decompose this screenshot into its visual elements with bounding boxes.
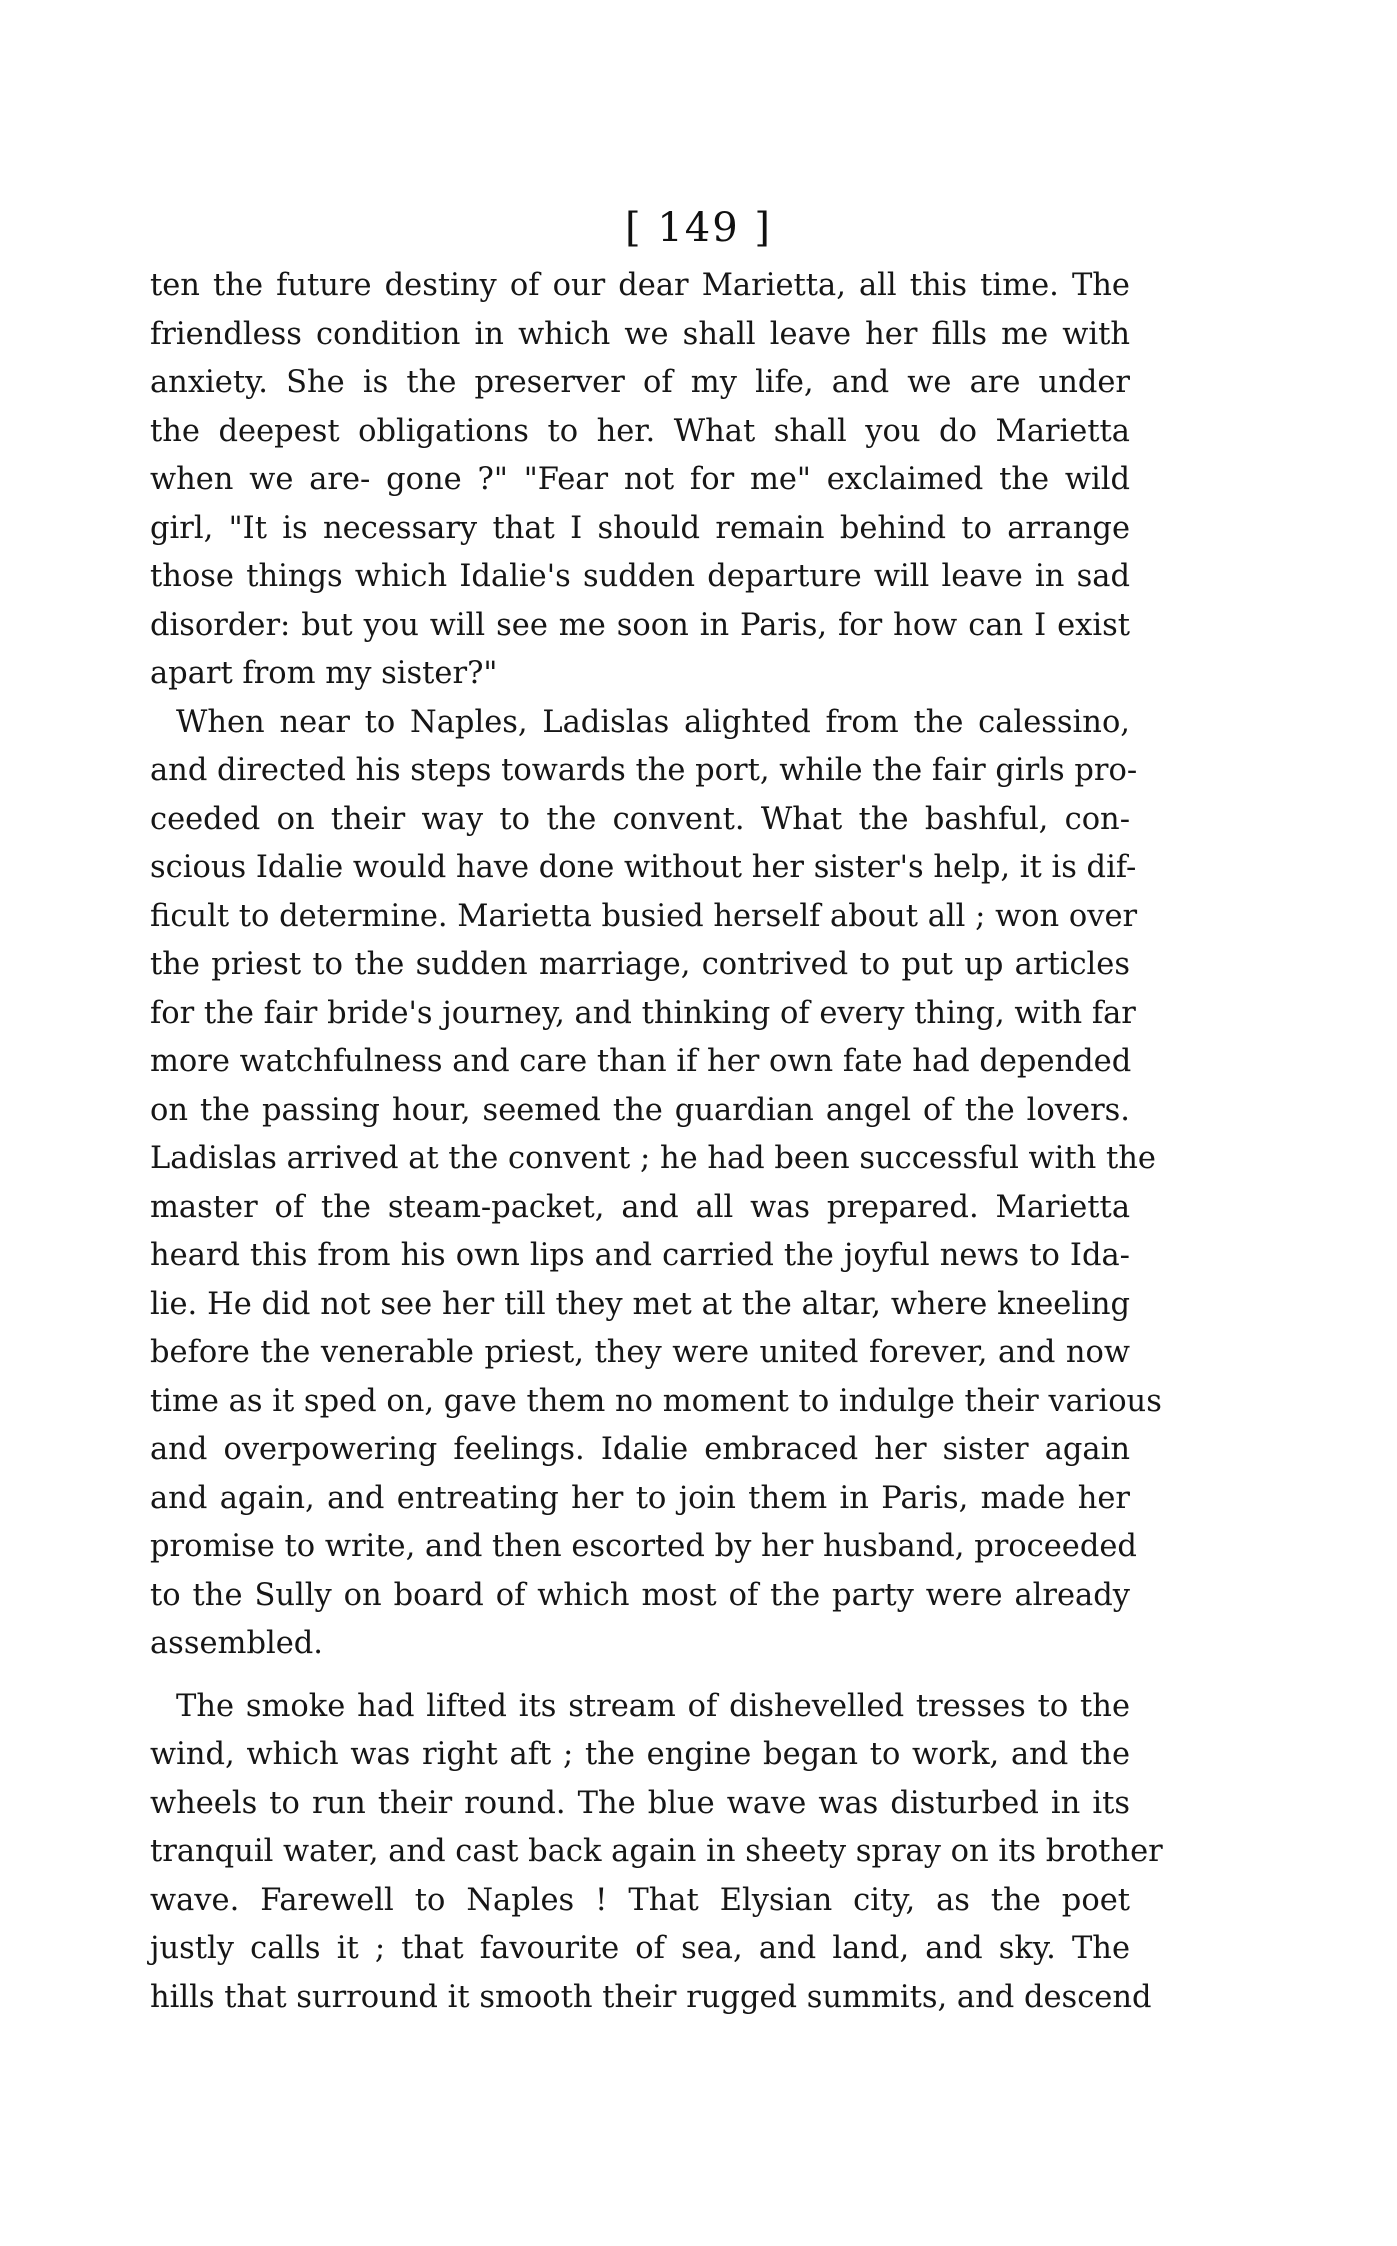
text-line: The smoke had lifted its stream of dishevelled tresses to the xyxy=(176,1688,1130,1724)
text-line: the priest to the sudden marriage, contrived to put up articles xyxy=(150,947,1130,982)
text-line: promise to write, and then escorted by her husband, proceeded xyxy=(150,1529,1137,1564)
paragraph-3 xyxy=(150,1683,1163,2023)
text-line: hills that surround it smooth their rugged summits, and descend xyxy=(150,1979,1152,2015)
text-line: tranquil water, and cast back again in sheety spray on its brother xyxy=(150,1834,1163,1869)
text-line: those things which Idalie's sudden departure will leave in sad xyxy=(150,559,1130,594)
text-line: more watchfulness and care than if her own fate had depended xyxy=(150,1044,1132,1079)
text-line: heard this from his own lips and carried the joyful news to Ida- xyxy=(150,1238,1130,1273)
paragraph-1 xyxy=(150,262,1130,699)
text-line: ceeded on their way to the convent. What the bashful, con- xyxy=(150,801,1130,837)
paragraph-spacer xyxy=(150,1669,1130,1683)
text-line: and directed his steps towards the port, while the fair girls pro- xyxy=(150,753,1138,788)
text-line: wind, which was right aft ; the engine began to work, and the xyxy=(150,1737,1130,1772)
text-line: assembled. xyxy=(150,1626,324,1661)
page-number: [ 149 ] xyxy=(625,205,772,251)
text-line: wheels to run their round. The blue wave was disturbed in its xyxy=(150,1785,1130,1821)
text-line: disorder: but you will see me soon in Paris, for how can I exist xyxy=(150,607,1130,643)
text-line: when we are- gone ?" "Fear not for me" exclaimed the wild xyxy=(150,462,1130,497)
text-line: ficult to determine. Marietta busied herself about all ; won over xyxy=(150,898,1138,934)
text-line: apart from my sister?" xyxy=(150,656,498,691)
text-line: When near to Naples, Ladislas alighted from the calessino, xyxy=(176,704,1130,740)
paragraph-2 xyxy=(150,699,1162,1669)
text-line: before the venerable priest, they were united forever, and now xyxy=(150,1335,1130,1370)
text-line: wave. Farewell to Naples ! That Elysian city, as the poet xyxy=(150,1882,1130,1918)
text-line: girl, "It is necessary that I should remain behind to arrange xyxy=(150,510,1130,546)
text-line: on the passing hour, seemed the guardian angel of the lovers. xyxy=(150,1092,1130,1128)
text-line: and again, and entreating her to join them in Paris, made her xyxy=(150,1480,1130,1516)
text-line: for the fair bride's journey, and thinking of every thing, with far xyxy=(150,995,1136,1031)
text-line: anxiety. She is the preserver of my life, and we are under xyxy=(150,365,1130,400)
text-line: master of the steam-packet, and all was prepared. Marietta xyxy=(150,1189,1130,1225)
text-line: ten the future destiny of our dear Marietta, all this time. The xyxy=(150,268,1130,303)
text-line: the deepest obligations to her. What shall you do Marietta xyxy=(150,413,1130,449)
text-line: time as it sped on, gave them no moment to indulge their various xyxy=(150,1383,1162,1419)
text-line: Ladislas arrived at the convent ; he had been successful with the xyxy=(150,1141,1156,1176)
text-line: scious Idalie would have done without her sister's help, it is dif- xyxy=(150,850,1137,885)
body-text xyxy=(150,262,1163,2022)
text-line: to the Sully on board of which most of the party were already xyxy=(150,1577,1130,1613)
text-line: and overpowering feelings. Idalie embraced her sister again xyxy=(150,1432,1130,1467)
text-line: friendless condition in which we shall leave her fills me with xyxy=(150,316,1130,352)
text-line: justly calls it ; that favourite of sea, and land, and sky. The xyxy=(150,1931,1130,1966)
text-line: lie. He did not see her till they met at the altar, where kneeling xyxy=(150,1286,1130,1322)
